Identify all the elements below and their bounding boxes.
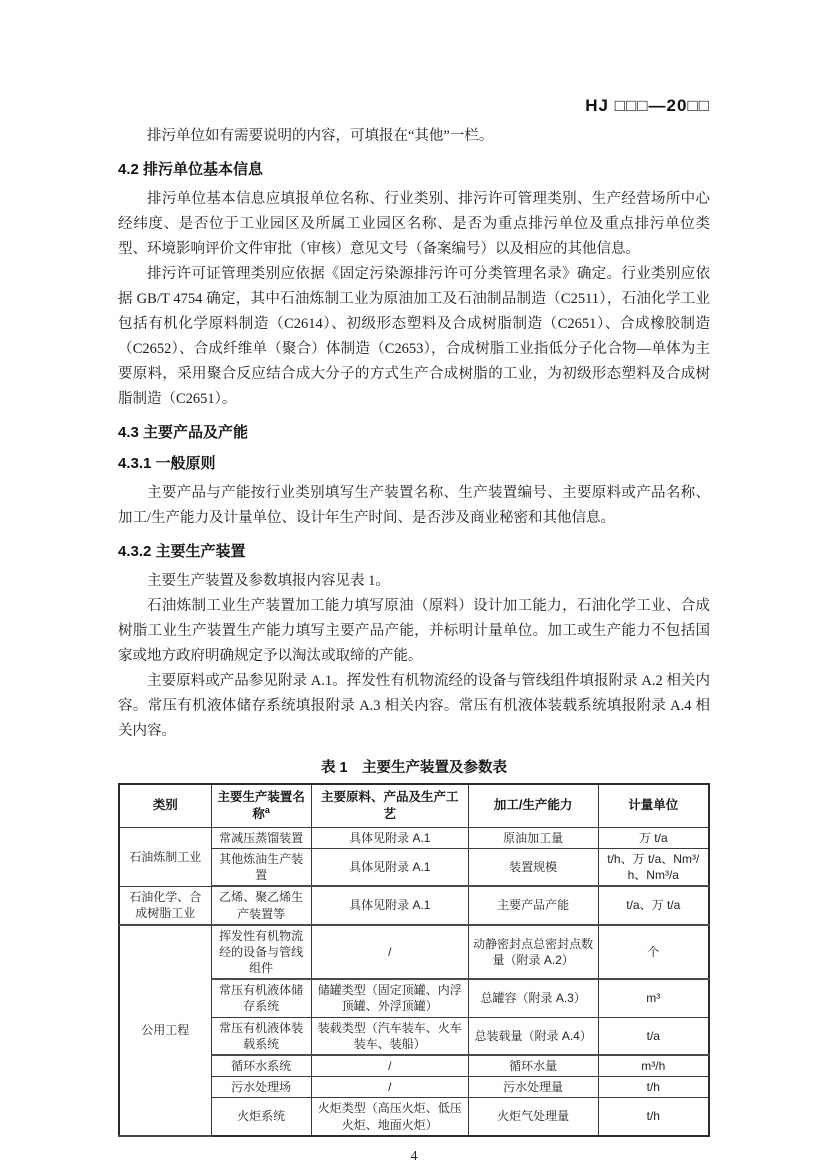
- unit-cell: 万 t/a: [598, 827, 709, 848]
- materials-cell: 火炬类型（高压火炬、低压火炬、地面火炬）: [311, 1098, 468, 1136]
- table-note-marker: a: [264, 804, 270, 815]
- table-row: [119, 827, 709, 848]
- category-cell-petrochemical: 石油化学、合成树脂工业: [119, 886, 211, 924]
- intro-paragraph: 排污单位如有需要说明的内容，可填报在“其他”一栏。: [147, 128, 494, 144]
- table-row: [119, 886, 709, 924]
- section-4-3-1-paragraph: 主要产品与产能按行业类别填写生产装置名称、生产装置编号、主要原料或产品名称、加工/生产能力及计量单位、设计年生产时间、是否涉及商业秘密和其他信息。: [118, 485, 710, 526]
- device-cell: 常压有机液体装载系统: [211, 1017, 311, 1055]
- materials-cell: 具体见附录 A.1: [311, 827, 468, 848]
- unit-cell: t/h: [598, 1098, 709, 1136]
- capacity-cell: 原油加工量: [468, 827, 598, 848]
- unit-cell: t/a: [598, 1017, 709, 1055]
- capacity-cell: 火炬气处理量: [468, 1098, 598, 1136]
- device-cell: 火炬系统: [211, 1098, 311, 1136]
- device-cell: 其他炼油生产装置: [211, 848, 311, 886]
- unit-cell: 个: [598, 925, 709, 980]
- capacity-cell: 总罐容（附录 A.3）: [468, 979, 598, 1017]
- unit-cell: t/h: [598, 1077, 709, 1098]
- unit-cell: m³: [598, 979, 709, 1017]
- main-table: [118, 783, 710, 1137]
- materials-cell: 具体见附录 A.1: [311, 886, 468, 924]
- section-4-3-2-paragraph-1: 主要生产装置及参数填报内容见表 1。: [147, 573, 390, 589]
- col-header-device: [211, 784, 311, 827]
- materials-cell: /: [311, 925, 468, 980]
- capacity-cell: 动静密封点总密封点数量（附录 A.2）: [468, 925, 598, 980]
- page-number: 4: [410, 1148, 418, 1164]
- unit-cell: m³/h: [598, 1055, 709, 1077]
- device-cell: 污水处理场: [211, 1077, 311, 1098]
- device-cell: 常压有机液体储存系统: [211, 979, 311, 1017]
- capacity-cell: 循环水量: [468, 1055, 598, 1077]
- unit-cell: t/h、万 t/a、Nm³/h、Nm³/a: [598, 848, 709, 886]
- device-cell: 挥发性有机物流经的设备与管线组件: [211, 925, 311, 980]
- col-header-capacity: 加工/生产能力: [468, 784, 598, 827]
- capacity-cell: 总装载量（附录 A.4）: [468, 1017, 598, 1055]
- doc-header-number: HJ □□□—20□□: [585, 96, 710, 115]
- category-cell-utilities: 公用工程: [119, 925, 211, 1136]
- device-cell: 乙烯、聚乙烯生产装置等: [211, 886, 311, 924]
- section-4-3-2-paragraph-3: 主要原料或产品参见附录 A.1。挥发性有机物流经的设备与管线组件填报附录 A.2 相关内容。常压有机液体储存系统填报附录 A.3 相关内容。常压有机液体装载系统填报附录 A.4 相关内容。: [118, 673, 710, 739]
- section-heading-4-3: 4.3 主要产品及产能: [118, 424, 249, 441]
- materials-cell: 储罐类型（固定顶罐、内浮顶罐、外浮顶罐）: [311, 979, 468, 1017]
- category-cell-refining: 石油炼制工业: [119, 827, 211, 886]
- col-header-device-label: 主要生产装置名称: [217, 790, 305, 821]
- device-cell: 循环水系统: [211, 1055, 311, 1077]
- unit-cell: t/a、万 t/a: [598, 886, 709, 924]
- section-heading-4-3-2: 4.3.2 主要生产装置: [118, 543, 246, 560]
- capacity-cell: 主要产品产能: [468, 886, 598, 924]
- col-header-category: 类别: [119, 784, 211, 827]
- materials-cell: /: [311, 1055, 468, 1077]
- table-row: [119, 925, 709, 980]
- materials-cell: 装载类型（汽车装车、火车装车、装船）: [311, 1017, 468, 1055]
- capacity-cell: 装置规模: [468, 848, 598, 886]
- materials-cell: 具体见附录 A.1: [311, 848, 468, 886]
- table-header-row: [119, 784, 709, 827]
- section-4-3-2-paragraph-2: 石油炼制工业生产装置加工能力填写原油（原料）设计加工能力，石油化学工业、合成树脂工业生产装置生产能力填写主要产品产能，并标明计量单位。加工或生产能力不包括国家或地方政府明确规定予以淘汰或取缔的产能。: [118, 598, 710, 664]
- section-heading-4-2: 4.2 排污单位基本信息: [118, 161, 264, 178]
- capacity-cell: 污水处理量: [468, 1077, 598, 1098]
- section-4-2-paragraph-1: 排污单位基本信息应填报单位名称、行业类别、排污许可管理类别、生产经营场所中心经纬度、是否位于工业园区及所属工业园区名称、是否为重点排污单位及重点排污单位类型、环境影响评价文件审批（审核）意见文号（备案编号）以及相应的其他信息。: [118, 191, 710, 257]
- device-cell: 常减压蒸馏装置: [211, 827, 311, 848]
- col-header-unit: 计量单位: [598, 784, 709, 827]
- materials-cell: /: [311, 1077, 468, 1098]
- table-caption: 表 1 主要生产装置及参数表: [320, 760, 508, 776]
- section-4-2-paragraph-2: 排污许可证管理类别应依据《固定污染源排污许可分类管理名录》确定。行业类别应依据 GB/T 4754 确定，其中石油炼制工业为原油加工及石油制品制造（C2511），石油化学工业包括有机化学原料制造（C2614）、初级形态塑料及合成树脂制造（C2651）、合成橡胶制造（C2652）、合成纤维单（聚合）体制造（C2653），合成树脂工业指低分子化合物—单体为主要原料，采用聚合反应结合成大分子的方式生产合成树脂的工业，为初级形态塑料及合成树脂制造（C2651）。: [118, 266, 710, 407]
- col-header-materials: 主要原料、产品及生产工艺: [311, 784, 468, 827]
- section-heading-4-3-1: 4.3.1 一般原则: [118, 455, 216, 472]
